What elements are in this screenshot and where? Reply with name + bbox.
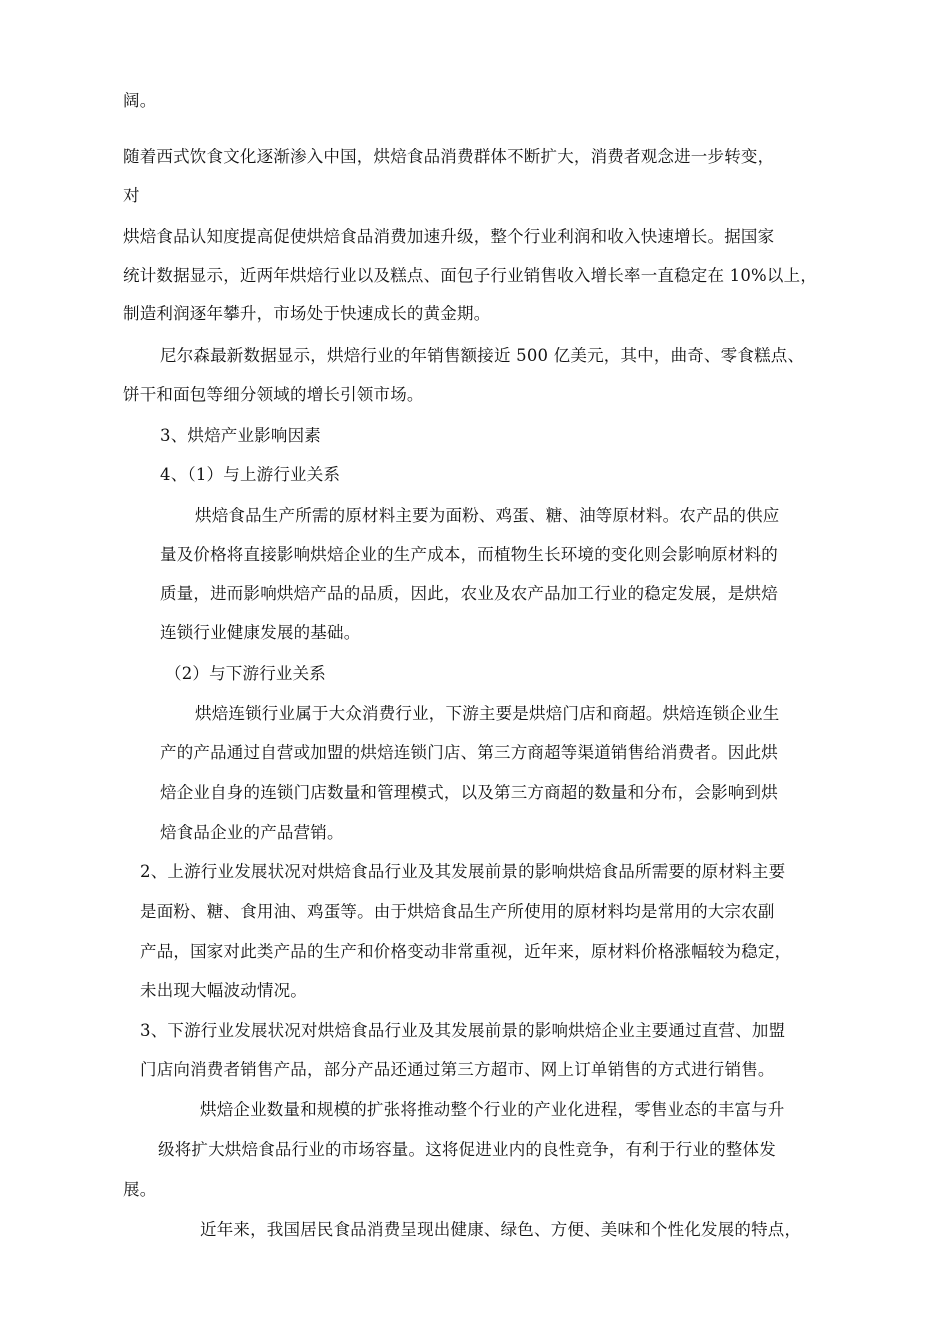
text-line: 2、上游行业发展状况对烘焙食品行业及其发展前景的影响烘焙食品所需要的原材料主要 <box>140 862 786 881</box>
text-line: 质量，进而影响烘焙产品的品质，因此，农业及农产品加工行业的稳定发展，是烘焙 <box>160 584 778 603</box>
text-line: 焙食品企业的产品营销。 <box>160 823 344 842</box>
text-line: 是面粉、糖、食用油、鸡蛋等。由于烘焙食品生产所使用的原材料均是常用的大宗农副 <box>140 902 775 921</box>
text-line: 产品，国家对此类产品的生产和价格变动非常重视，近年来，原材料价格涨幅较为稳定， <box>140 942 792 961</box>
text-line: 近年来，我国居民食品消费呈现出健康、绿色、方便、美味和个性化发展的特点， <box>200 1220 802 1239</box>
text-line: 烘焙食品认知度提高促使烘焙食品消费加速升级，整个行业利润和收入快速增长。据国家 <box>123 227 775 246</box>
text-line: 对 <box>123 186 140 205</box>
text-line: 3、下游行业发展状况对烘焙食品行业及其发展前景的影响烘焙企业主要通过直营、加盟 <box>140 1021 786 1040</box>
text-line: 量及价格将直接影响烘焙企业的生产成本，而植物生长环境的变化则会影响原材料的 <box>160 545 778 564</box>
text-line: 饼干和面包等细分领域的增长引领市场。 <box>123 385 424 404</box>
text-line: 尼尔森最新数据显示，烘焙行业的年销售额接近 500 亿美元，其中，曲奇、零食糕点、 <box>160 346 805 365</box>
text-line: 焙企业自身的连锁门店数量和管理模式，以及第三方商超的数量和分布，会影响到烘 <box>160 783 778 802</box>
text-line: 产的产品通过自营或加盟的烘焙连锁门店、第三方商超等渠道销售给消费者。因此烘 <box>160 743 778 762</box>
text-line: 展。 <box>123 1180 157 1199</box>
text-line: 烘焙连锁行业属于大众消费行业，下游主要是烘焙门店和商超。烘焙连锁企业生 <box>195 704 780 723</box>
text-line: 未出现大幅波动情况。 <box>140 981 307 1000</box>
text-line: 4、（1）与上游行业关系 <box>160 465 341 484</box>
text-line: 3、烘焙产业影响因素 <box>160 426 321 445</box>
text-line: 烘焙企业数量和规模的扩张将推动整个行业的产业化进程，零售业态的丰富与升 <box>200 1100 785 1119</box>
text-line: 门店向消费者销售产品，部分产品还通过第三方超市、网上订单销售的方式进行销售。 <box>140 1060 775 1079</box>
text-line: 统计数据显示，近两年烘焙行业以及糕点、面包子行业销售收入增长率一直稳定在 10%以上， <box>123 266 818 285</box>
text-line: 随着西式饮食文化逐渐渗入中国，烘焙食品消费群体不断扩大，消费者观念进一步转变， <box>123 147 775 166</box>
text-line: 阔。 <box>123 91 157 110</box>
text-line: 级将扩大烘焙食品行业的市场容量。这将促进业内的良性竞争，有利于行业的整体发 <box>158 1140 776 1159</box>
text-line: 连锁行业健康发展的基础。 <box>160 623 361 642</box>
text-line: 制造利润逐年攀升，市场处于快速成长的黄金期。 <box>123 304 491 323</box>
text-line: （2）与下游行业关系 <box>165 664 326 683</box>
text-line: 烘焙食品生产所需的原材料主要为面粉、鸡蛋、糖、油等原材料。农产品的供应 <box>195 506 780 525</box>
